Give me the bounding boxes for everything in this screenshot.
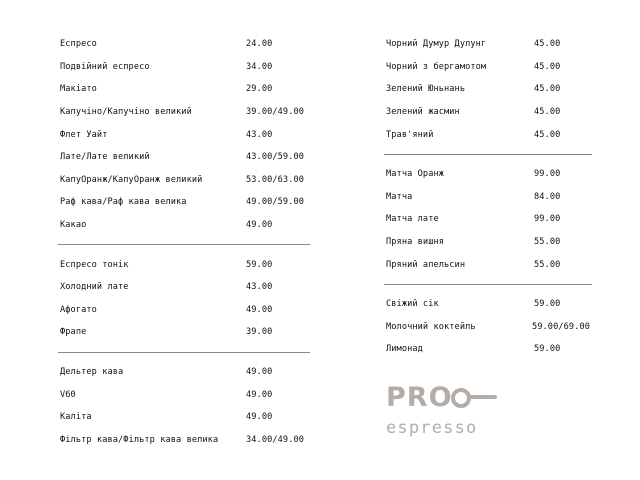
item-name: Пряна вишня [386,237,445,248]
item-name: Макіато [60,84,97,95]
item-price: 49.00 [246,389,273,400]
menu-item [60,78,308,101]
item-name: Афогато [60,304,97,315]
item-name: КапуОранж/КапуОранж великий [60,174,203,185]
item-name: Раф кава/Раф кава велика [60,197,187,208]
item-price: 59.00 [534,344,561,355]
item-price: 45.00 [534,61,561,72]
item-price: 45.00 [534,84,561,95]
item-price: 49.00 [246,367,273,378]
menu-item [386,338,590,361]
item-price: 53.00/63.00 [246,174,305,185]
menu-item [60,429,308,452]
tea-section [386,33,590,146]
menu-item [60,406,308,429]
menu-item [386,56,590,79]
cold-drinks-section [60,253,308,343]
item-price: 39.00/49.00 [246,107,305,118]
item-name: Капучіно/Капучіно великий [60,107,192,118]
menu-item [60,214,308,237]
item-price: 59.00/69.00 [531,321,590,332]
item-name: Зелений Юньнань [386,84,466,95]
menu-item [60,123,308,146]
pro-espresso-logo [386,382,526,444]
matcha-section [386,163,590,276]
menu-item [60,276,308,299]
item-price: 45.00 [534,107,561,118]
item-name: Матча [386,191,413,202]
menu-item [386,163,590,186]
item-name: Еспресо тонік [60,259,129,270]
logo-ring-icon [451,388,471,408]
menu-item [60,361,308,384]
item-name: Лимонад [386,344,423,355]
menu-item [386,101,590,124]
menu-item [386,123,590,146]
item-name: Пряний апельсин [386,259,466,270]
item-price: 45.00 [534,39,561,50]
item-name: Матча лате [386,214,439,225]
menu-item [386,316,590,339]
item-name: Свіжий сік [386,299,439,310]
menu-item [60,253,308,276]
menu-item [60,169,308,192]
menu-item [386,253,590,276]
item-name: Каліта [60,412,92,423]
item-price: 49.00 [246,412,273,423]
item-name: Чорний Думур Дулунг [386,39,487,50]
item-price: 43.00 [246,282,273,293]
menu-item [386,78,590,101]
logo-sub-text: espresso [386,418,478,438]
item-price: 24.00 [246,39,273,50]
menu-item [60,146,308,169]
menu-item [60,383,308,406]
item-price: 99.00 [534,214,561,225]
logo-main-text: PRO [386,382,453,413]
menu-item [60,321,308,344]
menu-item [386,208,590,231]
item-name: Подвійний еспресо [60,61,150,72]
item-name: V60 [60,389,76,400]
item-price: 43.00/59.00 [246,152,305,163]
menu-left-column [60,33,308,451]
menu-item [60,191,308,214]
item-price: 39.00 [246,327,273,338]
item-price: 59.00 [534,299,561,310]
item-price: 49.00/59.00 [246,197,305,208]
item-price: 99.00 [534,169,561,180]
item-name: Чорний з бергамотом [386,61,487,72]
menu-item [386,33,590,56]
section-divider [58,352,310,353]
item-name: Холодний лате [60,282,129,293]
item-name: Какао [60,220,87,231]
item-price: 43.00 [246,129,273,140]
filter-coffee-section [60,361,308,451]
item-name: Фільтр кава/Фільтр кава велика [60,434,219,445]
section-divider [384,284,592,285]
item-name: Матча Оранж [386,169,445,180]
menu-item [60,56,308,79]
item-price: 45.00 [534,129,561,140]
item-price: 34.00 [246,61,273,72]
item-name: Зелений жасмин [386,107,460,118]
logo-bar-icon [469,395,497,399]
menu-item [60,299,308,322]
item-price: 49.00 [246,220,273,231]
section-divider [58,244,310,245]
menu-item [386,293,590,316]
item-name: Флет Уайт [60,129,108,140]
menu-item [60,33,308,56]
coffee-section [60,33,308,236]
item-name: Дельтер кава [60,367,124,378]
item-name: Фрапе [60,327,87,338]
other-drinks-section [386,293,590,361]
item-name: Еспресо [60,39,97,50]
menu-item [60,101,308,124]
section-divider [384,154,592,155]
item-price: 59.00 [246,259,273,270]
item-name: Трав'яний [386,129,434,140]
menu-item [386,231,590,254]
item-price: 55.00 [534,259,561,270]
item-price: 55.00 [534,237,561,248]
item-price: 49.00 [246,304,273,315]
item-name: Молочний коктейль [386,321,476,332]
menu-right-column [386,33,590,361]
item-price: 34.00/49.00 [246,434,305,445]
item-price: 84.00 [534,191,561,202]
menu-item [386,186,590,209]
item-price: 29.00 [246,84,273,95]
item-name: Лате/Лате великий [60,152,150,163]
